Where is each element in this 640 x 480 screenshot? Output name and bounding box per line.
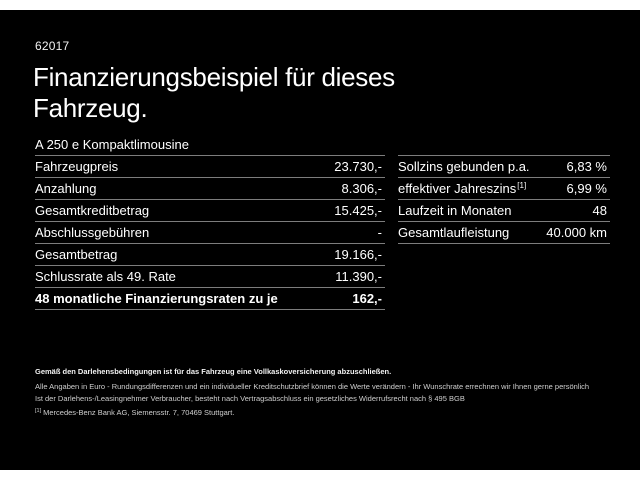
row-value: 6,99 % bbox=[566, 181, 607, 196]
bottom-white-strip bbox=[0, 470, 640, 480]
page-title-line2: Fahrzeug. bbox=[33, 93, 148, 123]
row-label: Schlussrate als 49. Rate bbox=[35, 269, 176, 284]
conditions-table bbox=[398, 155, 610, 244]
row-label bbox=[398, 181, 526, 196]
finance-table bbox=[35, 155, 385, 310]
footnote-bank-marker: [1] bbox=[35, 407, 42, 414]
row-label: Sollzins gebunden p.a. bbox=[398, 159, 530, 174]
row-label: Fahrzeugpreis bbox=[35, 159, 119, 174]
row-label: Gesamtbetrag bbox=[35, 247, 118, 262]
table-row bbox=[35, 156, 385, 178]
row-label: Gesamtlaufleistung bbox=[398, 225, 510, 240]
table-row bbox=[35, 266, 385, 288]
row-value: 15.425,- bbox=[334, 203, 382, 218]
footnote-insurance: Gemäß den Darlehensbedingungen ist für das Fahrzeug eine Vollkaskoversicherung abzuschließen. bbox=[35, 367, 392, 376]
footnote-withdrawal: Ist der Darlehens-/Leasingnehmer Verbraucher, besteht nach Vertragsabschluss ein gesetzliches Widerrufsrecht nach § 495 BGB bbox=[35, 394, 465, 403]
row-value: - bbox=[377, 225, 382, 240]
financing-panel bbox=[0, 10, 640, 470]
page-title bbox=[33, 62, 395, 124]
row-value: 48 bbox=[592, 203, 607, 218]
offer-code: 62017 bbox=[35, 39, 70, 53]
row-label: Gesamtkreditbetrag bbox=[35, 203, 150, 218]
vehicle-model: A 250 e Kompaktlimousine bbox=[35, 137, 189, 152]
table-row bbox=[398, 222, 610, 244]
table-row-monthly-rate bbox=[35, 288, 385, 310]
page-title-line1: Finanzierungsbeispiel für dieses bbox=[33, 62, 395, 92]
row-value: 162,- bbox=[352, 291, 382, 306]
row-value: 40.000 km bbox=[546, 225, 607, 240]
row-value: 8.306,- bbox=[341, 181, 382, 196]
row-value: 11.390,- bbox=[335, 269, 382, 284]
footnote-bank bbox=[35, 408, 625, 417]
table-row bbox=[35, 222, 385, 244]
row-label: Anzahlung bbox=[35, 181, 97, 196]
table-row bbox=[398, 200, 610, 222]
row-label: 48 monatliche Finanzierungsraten zu je bbox=[35, 291, 278, 306]
table-row bbox=[35, 178, 385, 200]
top-white-strip bbox=[0, 0, 640, 10]
footnote-marker: [1] bbox=[517, 180, 527, 190]
table-row bbox=[35, 200, 385, 222]
row-label: Laufzeit in Monaten bbox=[398, 203, 512, 218]
table-row bbox=[35, 244, 385, 266]
table-row bbox=[398, 156, 610, 178]
row-label-text: effektiver Jahreszins bbox=[398, 181, 517, 196]
row-value: 19.166,- bbox=[334, 247, 382, 262]
footnote-disclaimer: Alle Angaben in Euro - Rundungsdifferenzen und ein individueller Kreditschutzbrief können die Werte verändern - Ihr Wunschrate errechnen wir Ihnen gerne persönlich bbox=[35, 382, 590, 391]
row-value: 23.730,- bbox=[334, 159, 382, 174]
footnote-bank-text: Mercedes-Benz Bank AG, Siemensstr. 7, 70469 Stuttgart. bbox=[43, 408, 235, 417]
table-row bbox=[398, 178, 610, 200]
row-label: Abschlussgebühren bbox=[35, 225, 150, 240]
row-value: 6,83 % bbox=[566, 159, 607, 174]
